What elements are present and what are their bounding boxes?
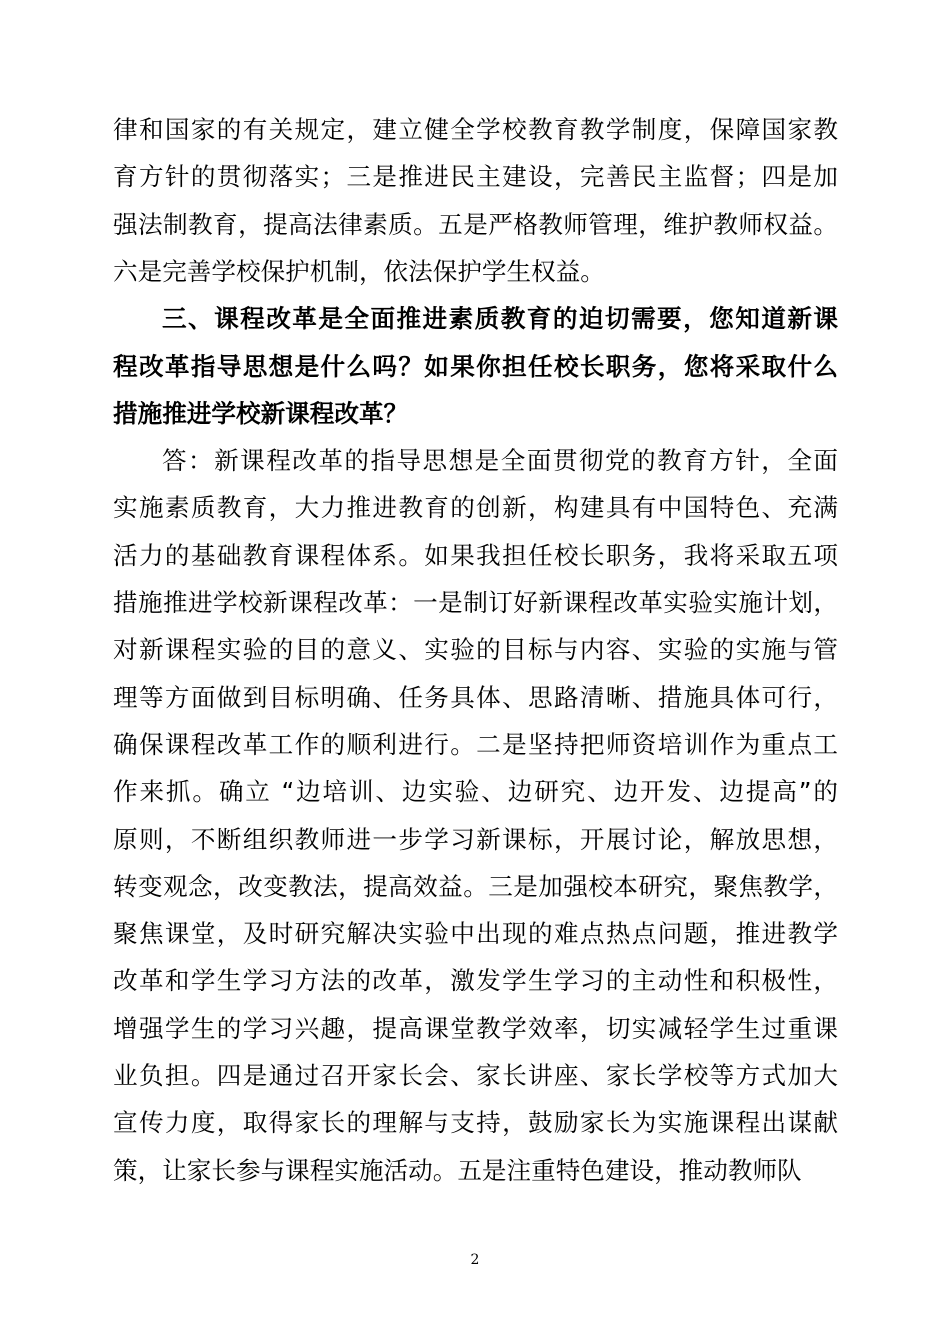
paragraph-line: 活力的基础教育课程体系。如果我担任校长职务，我将采取五项	[113, 540, 838, 570]
paragraph-line: 理等方面做到目标明确、任务具体、思路清晰、措施具体可行，	[113, 682, 838, 712]
paragraph-line: 作来抓。确立 “边培训、边实验、边研究、边开发、边提高”的	[113, 777, 838, 807]
paragraph-line: 措施推进学校新课程改革：一是制订好新课程改革实验实施计划，	[113, 588, 838, 617]
paragraph-line: 策，让家长参与课程实施活动。五是注重特色建设，推动教师队	[113, 1155, 802, 1185]
paragraph-line: 六是完善学校保护机制，依法保护学生权益。	[113, 256, 605, 286]
paragraph-line: 聚焦课堂，及时研究解决实验中出现的难点热点问题，推进教学	[113, 919, 838, 949]
paragraph-line: 原则，不断组织教师进一步学习新课标，开展讨论，解放思想，	[113, 824, 838, 854]
paragraph-line: 育方针的贯彻落实；三是推进民主建设，完善民主监督；四是加	[113, 162, 838, 192]
paragraph-line: 答：新课程改革的指导思想是全面贯彻党的教育方针，全面	[162, 446, 838, 476]
question-heading-line: 措施推进学校新课程改革？	[113, 398, 409, 428]
paragraph-line: 业负担。四是通过召开家长会、家长讲座、家长学校等方式加大	[113, 1061, 838, 1090]
paragraph-line: 对新课程实验的目的意义、实验的目标与内容、实验的实施与管	[113, 635, 838, 665]
paragraph-line: 律和国家的有关规定，建立健全学校教育教学制度，保障国家教	[113, 115, 838, 144]
paragraph-line: 增强学生的学习兴趣，提高课堂教学效率，切实减轻学生过重课	[113, 1013, 838, 1043]
question-heading-line: 程改革指导思想是什么吗？如果你担任校长职务，您将采取什么	[113, 351, 838, 381]
page-number: 2	[470, 1252, 480, 1268]
paragraph-line: 实施素质教育，大力推进教育的创新，构建具有中国特色、充满	[113, 493, 838, 523]
paragraph-line: 强法制教育，提高法律素质。五是严格教师管理，维护教师权益。	[113, 209, 838, 239]
paragraph-line: 改革和学生学习方法的改革，激发学生学习的主动性和积极性，	[113, 966, 838, 996]
paragraph-line: 宣传力度，取得家长的理解与支持，鼓励家长为实施课程出谋献	[113, 1108, 838, 1138]
paragraph-line: 转变观念，改变教法，提高效益。三是加强校本研究，聚焦教学，	[113, 871, 838, 901]
question-heading-line: 三、课程改革是全面推进素质教育的迫切需要，您知道新课	[162, 304, 838, 334]
paragraph-line: 确保课程改革工作的顺利进行。二是坚持把师资培训作为重点工	[113, 729, 838, 759]
